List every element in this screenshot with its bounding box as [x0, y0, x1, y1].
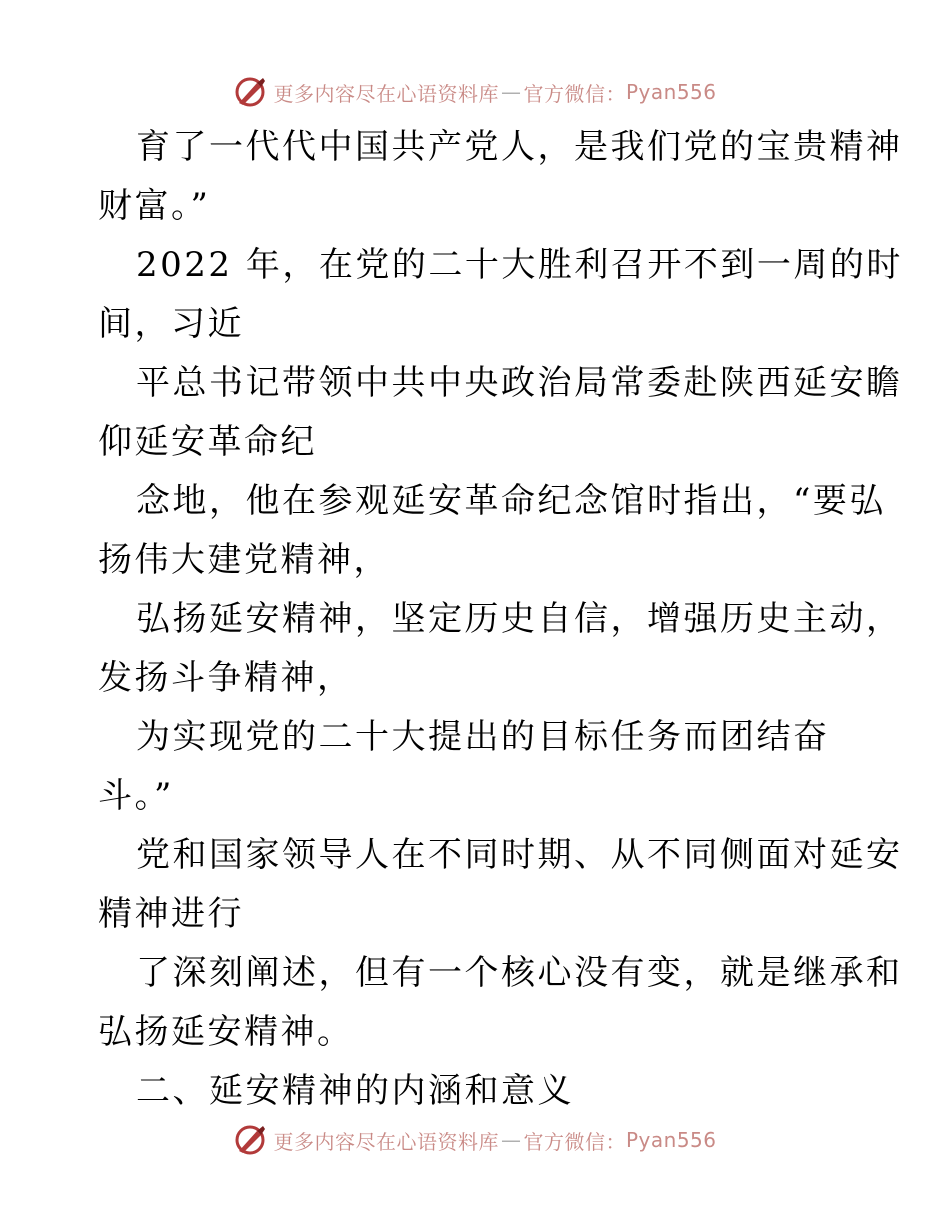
text-line: 念地，他在参观延安革命纪念馆时指出，“要弘 [136, 481, 886, 521]
watermark-wechat-label: 官方微信： [523, 81, 626, 106]
document-body [98, 118, 903, 1121]
watermark-wechat-label: 官方微信： [523, 1129, 626, 1154]
header-watermark [0, 72, 950, 112]
text-line: 财富。” [98, 186, 211, 226]
watermark-text: 更多内容尽在心语资料库 [273, 1129, 499, 1154]
pen-logo-icon [233, 1123, 267, 1157]
text-line: 弘扬延安精神，坚定历史自信，增强历史主动， [136, 599, 903, 639]
watermark-separator: — [500, 1128, 522, 1152]
watermark-wechat-id: Pyan556 [625, 80, 717, 104]
watermark-separator: — [500, 80, 522, 104]
text-line: 党和国家领导人在不同时期、从不同侧面对延安 [136, 835, 903, 875]
text-line: 间，习近 [98, 304, 244, 344]
watermark-wechat-id: Pyan556 [625, 1128, 717, 1152]
text-line: 弘扬延安精神。 [98, 1012, 354, 1052]
text-line: 为实现党的二十大提出的目标任务而团结奋 [136, 717, 830, 757]
text-line: 发扬斗争精神， [98, 658, 354, 698]
text-line: 了深刻阐述，但有一个核心没有变，就是继承和 [136, 953, 903, 993]
text-line: 2022 年，在党的二十大胜利召开不到一周的时 [136, 245, 903, 285]
pen-logo-icon [233, 75, 267, 109]
footer-watermark [0, 1120, 950, 1160]
text-line: 仰延安革命纪 [98, 422, 317, 462]
text-line: 精神进行 [98, 894, 244, 934]
text-line: 斗。” [98, 776, 174, 816]
text-line: 平总书记带领中共中央政治局常委赴陕西延安瞻 [136, 363, 903, 403]
section-heading: 二、延安精神的内涵和意义 [136, 1071, 574, 1111]
text-line: 育了一代代中国共产党人，是我们党的宝贵精神 [136, 127, 903, 167]
text-line: 扬伟大建党精神， [98, 540, 390, 580]
watermark-text: 更多内容尽在心语资料库 [273, 81, 499, 106]
